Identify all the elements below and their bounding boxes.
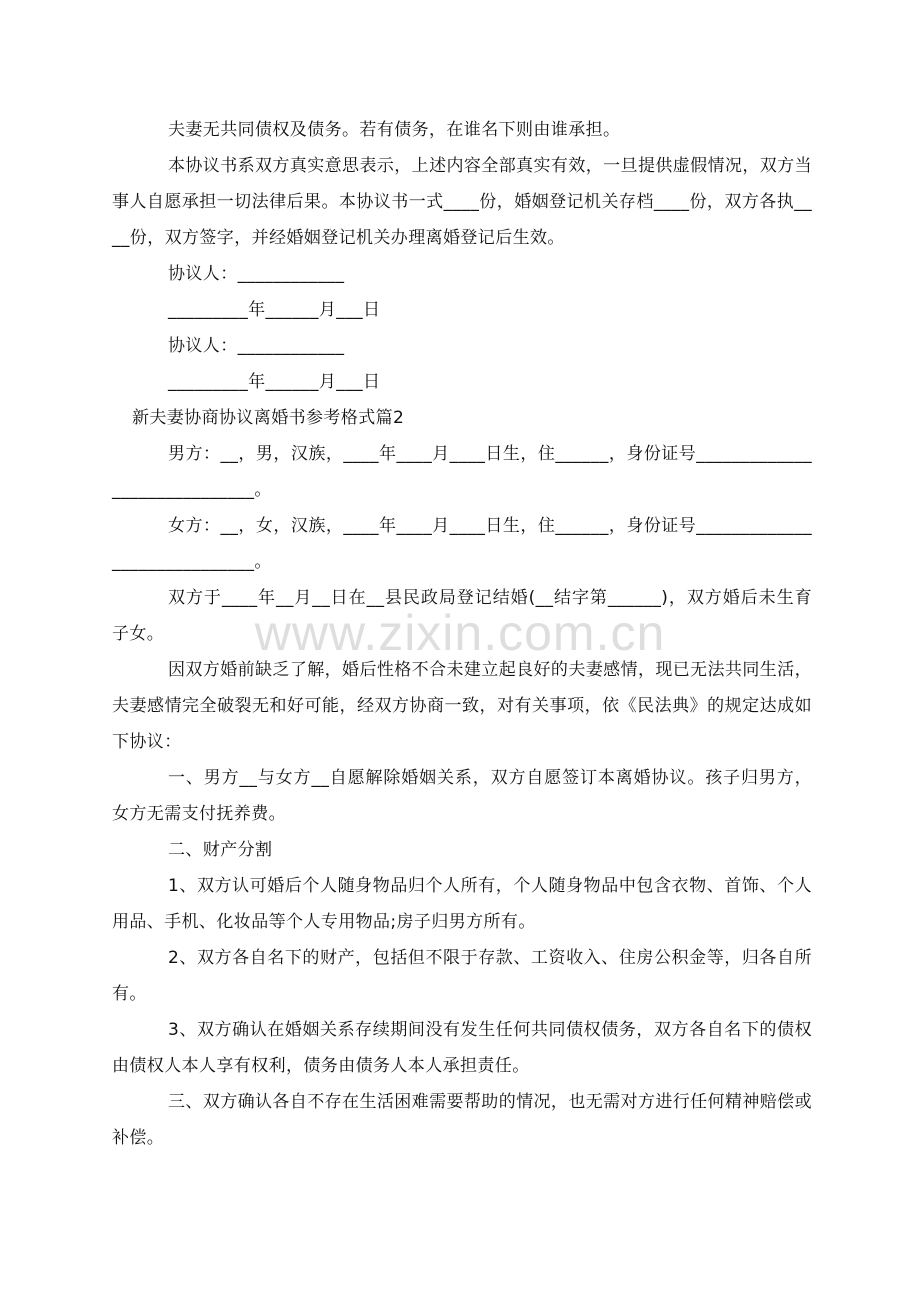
- date-line-2: _________年______月___日: [168, 372, 381, 392]
- paragraph-male-party: 男方：__，男，汉族，____年____月____日生，住______，身份证号_____________________________。: [112, 444, 812, 500]
- paragraph-female-party: 女方：__，女，汉族，____年____月____日生，住______，身份证号_____________________________。: [112, 516, 812, 572]
- document-body: [112, 112, 812, 1156]
- paragraph-marriage-registration: 双方于____年__月__日在__县民政局登记结婚(__结字第______)，双方婚后未生育子女。: [112, 588, 812, 644]
- signatory-line-1: 协议人：____________: [168, 264, 345, 284]
- clause-2-property-heading: 二、财产分割: [168, 840, 273, 860]
- clause-2-item-1: 1、双方认可婚后个人随身物品归个人所有，个人随身物品中包含衣物、首饰、个人用品、手机、化妆品等个人专用物品;房子归男方所有。: [112, 876, 812, 932]
- paragraph-divorce-reason: 因双方婚前缺乏了解，婚后性格不合未建立起良好的夫妻感情，现已无法共同生活，夫妻感情完全破裂无和好可能，经双方协商一致，对有关事项，依《民法典》的规定达成如下协议：: [112, 660, 812, 752]
- clause-3-no-hardship: 三、双方确认各自不存在生活困难需要帮助的情况，也无需对方进行任何精神赔偿或补偿。: [112, 1092, 812, 1148]
- clause-2-item-3: 3、双方确认在婚姻关系存续期间没有发生任何共同债权债务，双方各自名下的债权由债权人本人享有权利，债务由债务人本人承担责任。: [112, 1020, 812, 1076]
- clause-1-dissolution: 一、男方__与女方__自愿解除婚姻关系，双方自愿签订本离婚协议。孩子归男方，女方无需支付抚养费。: [112, 768, 812, 824]
- date-line-1: _________年______月___日: [168, 300, 381, 320]
- section-title: 新夫妻协商协议离婚书参考格式篇2: [132, 408, 405, 428]
- paragraph-agreement-validity: 本协议书系双方真实意思表示，上述内容全部真实有效，一旦提供虚假情况，双方当事人自愿承担一切法律后果。本协议书一式____份，婚姻登记机关存档____份，双方各执____份，双方签字，并经婚姻登记机关办理离婚登记后生效。: [112, 156, 812, 248]
- signatory-line-2: 协议人：____________: [168, 336, 345, 356]
- paragraph-no-joint-debt: 夫妻无共同债权及债务。若有债务，在谁名下则由谁承担。: [168, 120, 621, 140]
- clause-2-item-2: 2、双方各自名下的财产，包括但不限于存款、工资收入、住房公积金等，归各自所有。: [112, 948, 812, 1004]
- watermark: www.zixin.com.cn: [254, 605, 666, 661]
